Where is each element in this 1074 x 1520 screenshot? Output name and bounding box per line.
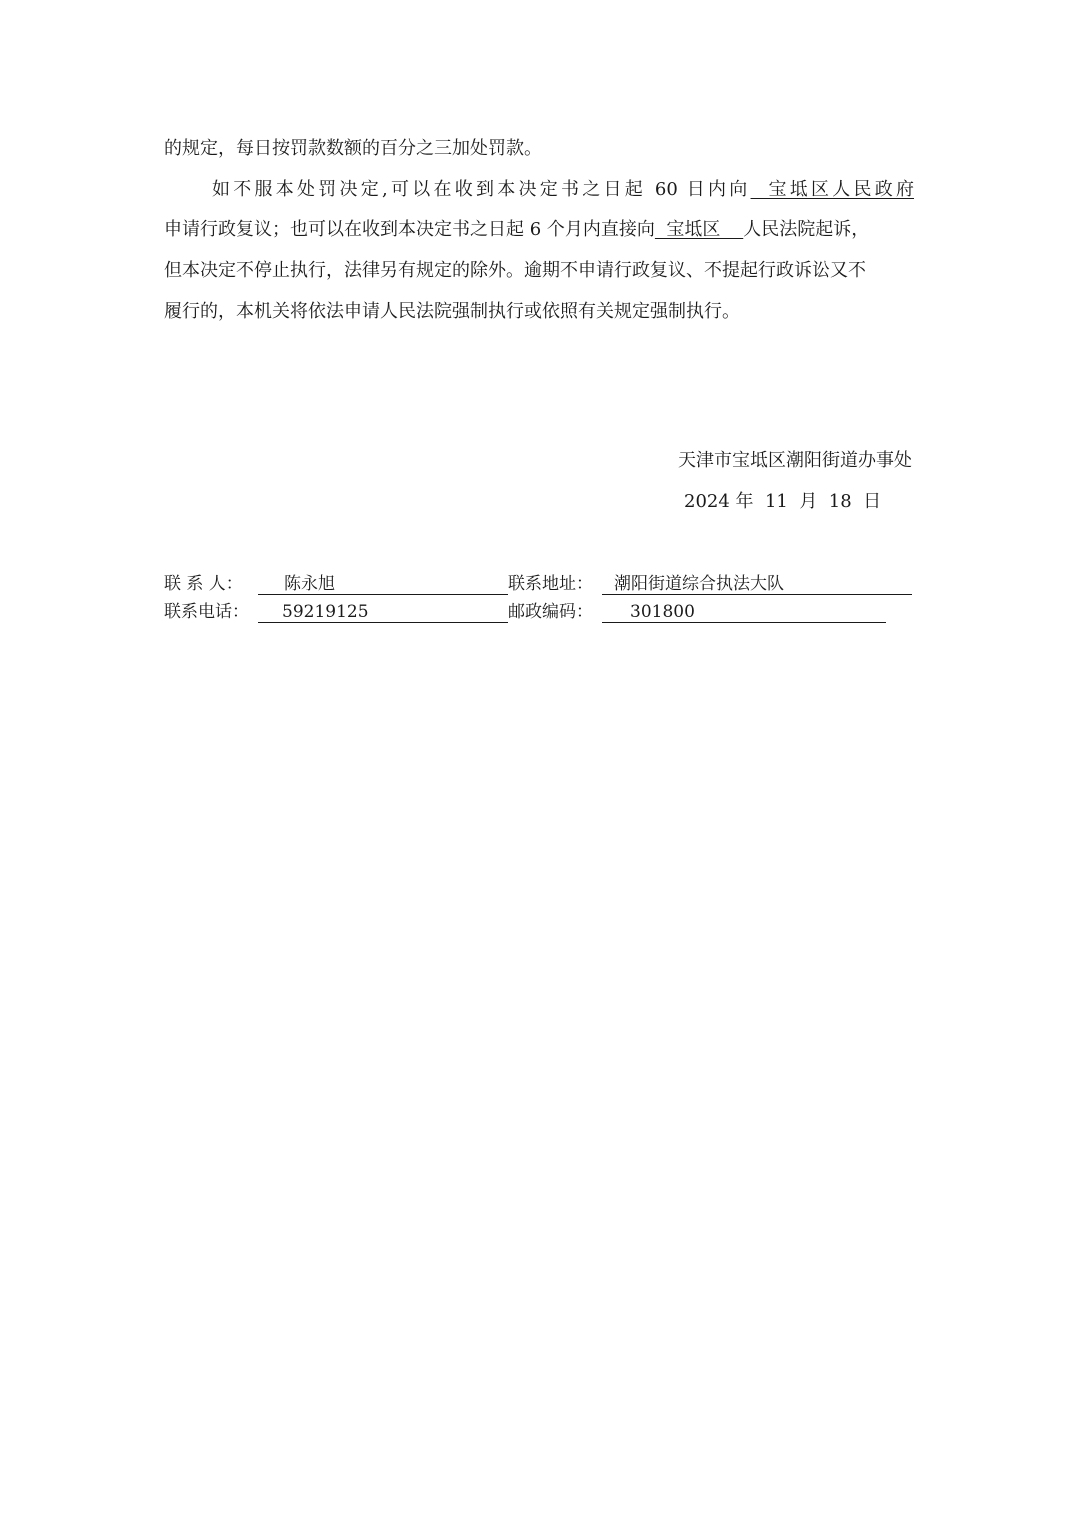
paragraph-2-line-3: 但本决定不停止执行，法律另有规定的除外。逾期不申请行政复议、不提起行政诉讼又不	[164, 260, 866, 281]
court-district-blank: 宝坻区	[654, 219, 744, 240]
contact-phone-field	[258, 600, 508, 624]
court-text: 人民法院起诉，	[743, 219, 870, 240]
issuing-organization: 天津市宝坻区潮阳街道办事处	[678, 450, 912, 471]
paragraph-2-line-1	[164, 175, 914, 205]
contact-phone-label: 联系电话：	[164, 602, 249, 622]
issue-date: 2024 年 11 月 18 日	[684, 491, 882, 512]
paragraph-1-line-1: 的规定，每日按罚款数额的百分之三加处罚款。	[164, 138, 542, 159]
contact-address-value: 潮阳街道综合执法大队	[614, 574, 784, 594]
contact-postcode-label: 邮政编码：	[508, 602, 593, 622]
contact-postcode-field	[602, 600, 886, 624]
review-authority-blank: 宝坻区人民政府	[750, 179, 914, 200]
contact-person-field	[258, 572, 508, 596]
contact-person-value: 陈永旭	[284, 574, 335, 594]
appeal-text: 如不服本处罚决定,可以在收到本决定书之日起 60 日内向	[212, 179, 751, 200]
contact-row-2	[164, 600, 886, 624]
contact-phone-value: 59219125	[282, 602, 369, 622]
contact-address-label: 联系地址：	[508, 574, 593, 594]
paragraph-2-line-2	[164, 215, 914, 245]
contact-row-1	[164, 572, 912, 596]
contact-person-label: 联 系 人：	[164, 574, 243, 594]
contact-address-field	[602, 572, 912, 596]
contact-postcode-value: 301800	[630, 602, 695, 622]
paragraph-2-line-4: 履行的，本机关将依法申请人民法院强制执行或依照有关规定强制执行。	[164, 301, 740, 322]
lawsuit-text: 申请行政复议；也可以在收到本决定书之日起 6 个月内直接向	[164, 219, 655, 240]
